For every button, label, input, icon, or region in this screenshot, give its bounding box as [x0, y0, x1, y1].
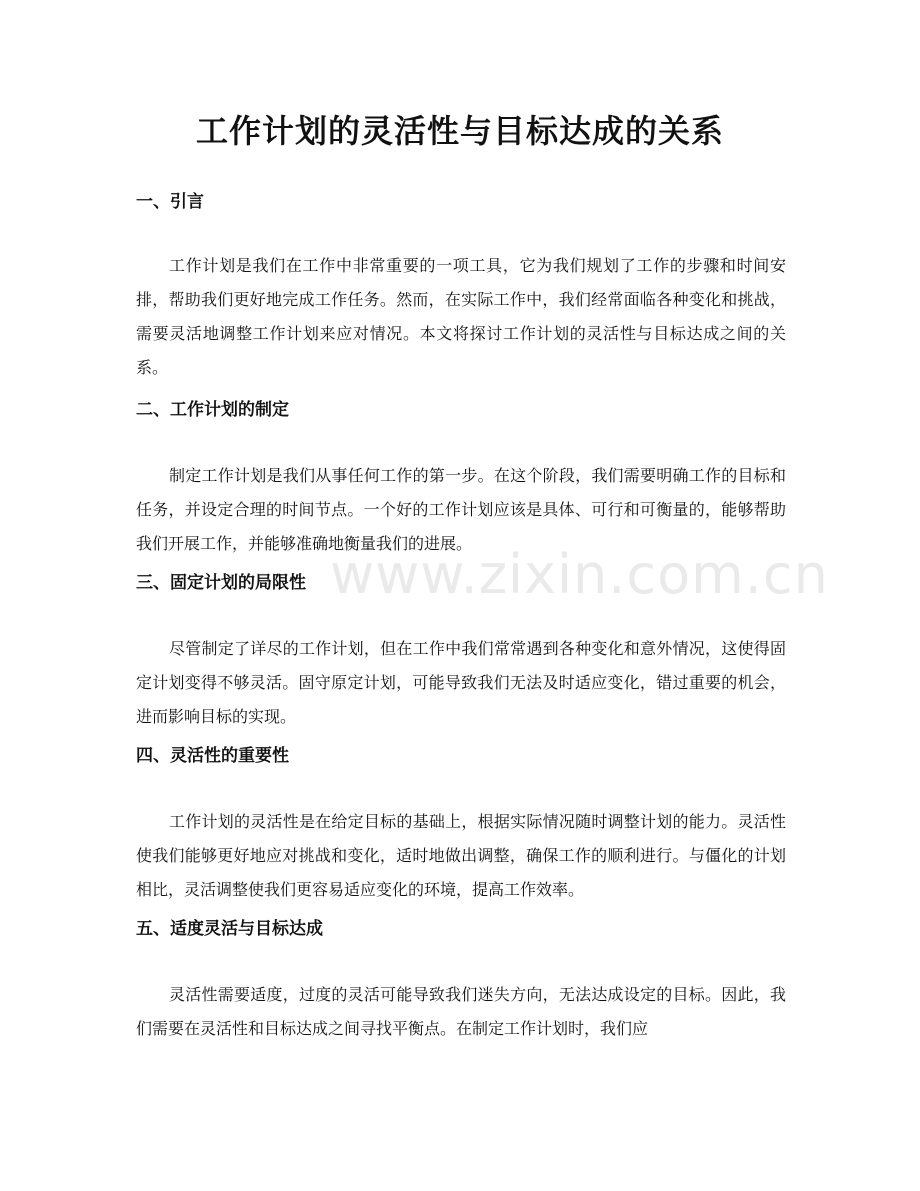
section-fixed-plan-limits — [136, 570, 786, 734]
section-introduction — [136, 189, 786, 385]
section-plan-creation — [136, 397, 786, 561]
section-flexibility-importance — [136, 743, 786, 907]
section-paragraph: 工作计划是我们在工作中非常重要的一项工具，它为我们规划了工作的步骤和时间安排，帮助我们更好地完成工作任务。然而，在实际工作中，我们经常面临各种变化和挑战，需要灵活地调整工作计划来应对情况。本文将探讨工作计划的灵活性与目标达成之间的关系。 — [136, 256, 786, 377]
section-paragraph: 尽管制定了详尽的工作计划，但在工作中我们常常遇到各种变化和意外情况，这使得固定计划变得不够灵活。固守原定计划，可能导致我们无法及时适应变化，错过重要的机会，进而影响目标的实现。 — [136, 639, 786, 726]
watermark: www.zixin.com.cn — [330, 543, 829, 606]
document-title: 工作计划的灵活性与目标达成的关系 — [195, 112, 724, 150]
section-heading: 四、灵活性的重要性 — [136, 746, 289, 766]
section-heading: 五、适度灵活与目标达成 — [136, 919, 323, 939]
section-paragraph: 制定工作计划是我们从事任何工作的第一步。在这个阶段，我们需要明确工作的目标和任务，并设定合理的时间节点。一个好的工作计划应该是具体、可行和可衡量的，能够帮助我们开展工作，并能够准确地衡量我们的进展。 — [136, 466, 786, 553]
section-heading: 一、引言 — [136, 192, 204, 212]
section-moderate-flexibility — [136, 916, 786, 1046]
section-heading: 三、固定计划的局限性 — [136, 573, 306, 593]
section-heading: 二、工作计划的制定 — [136, 400, 289, 420]
section-paragraph: 工作计划的灵活性是在给定目标的基础上，根据实际情况随时调整计划的能力。灵活性使我们能够更好地应对挑战和变化，适时地做出调整，确保工作的顺利进行。与僵化的计划相比，灵活调整使我们更容易适应变化的环境，提高工作效率。 — [136, 812, 786, 899]
section-paragraph: 灵活性需要适度，过度的灵活可能导致我们迷失方向，无法达成设定的目标。因此，我们需要在灵活性和目标达成之间寻找平衡点。在制定工作计划时，我们应 — [136, 985, 786, 1038]
